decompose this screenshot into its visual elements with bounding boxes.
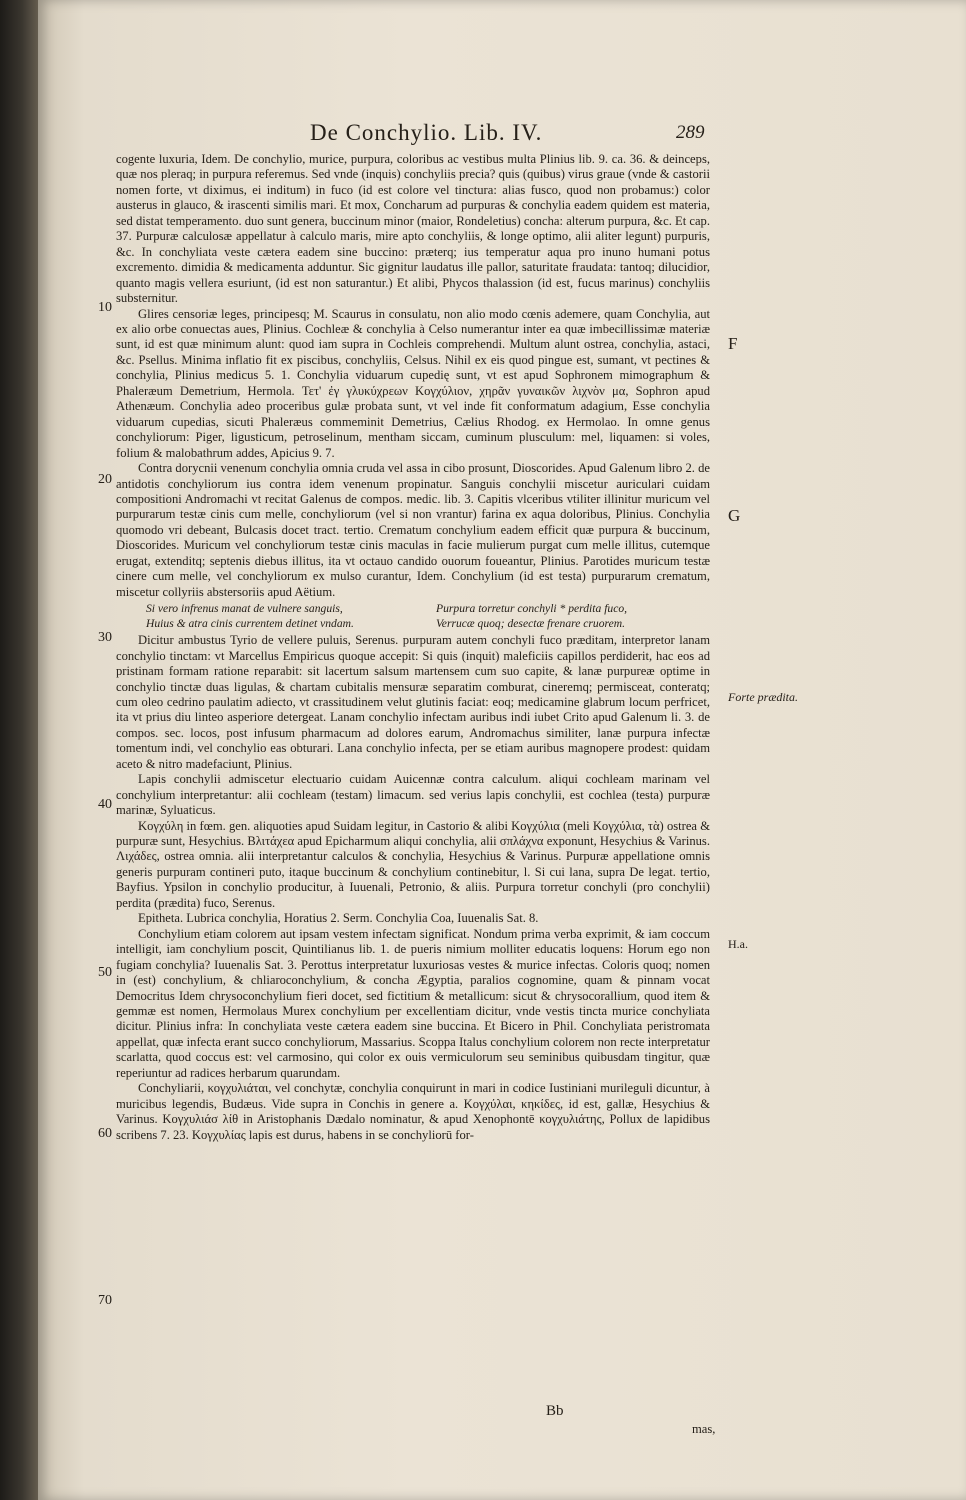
line-number: 40 (98, 797, 112, 812)
folio-number: 289 (676, 122, 705, 143)
paragraph: Κογχύλη in fœm. gen. aliquoties apud Suidam legitur, in Castorio & alibi Κογχύλια (meli Κογχύλια, τὰ) ostrea & purpuræ sunt, Hesychius. Βλιτάχεα apud Epicharmum aliqui conchylia, alii σπλάχνα exponunt, Hesychius & Varinus. Λιχάδες, ostrea omnia. alii interpretantur calculos & conchylia, Hesychius & Varinus. Purpuræ appellatione omnis generis purpuram contineri puto, itaque buccinum & conchylium continebitur, l. Si cui lana, supra De legat. tertio, Bayfius. Ypsilon in conchylio producitur, à Iuuenali, Petronio, & aliis. Purpura torretur conchyli (pro conchylii) perdita (prædita) fuco, Serenus. (116, 818, 710, 910)
book-page (38, 0, 966, 1500)
paragraph: Dicitur ambustus Tyrio de vellere puluis, Serenus. purpuram autem conchyli fuco præditam, interpretor lanam conchylio tinctam: vt Marcellus Empiricus quoque accepit: Si quis (inquit) maleficiis capillos perdiderit, hac eos ad pristinam formam ratione reparabit: sit lacertum salsum martensem cum suo capite, & lanæ purpureæ optime in conchylio tinctæ duas ligulas, & chartam cubitalis mensuræ separatim comburat, cineremq; permisceat, conteratq; cum oleo cedrino paulatim adiecto, vt crassitudinem velut glutinis faciat: eoq; medicamine glabrum locum perfricet, ita vt prius diu linteo asperiore detergeat. Lanam conchylio infectam auribus indi iubet Crito apud Galenum li. 3. de compos. sec. locos, post infusum pharmacum ad dolores earum, Andromachus similiter, lanæ purpura infectæ tomentum indi, vel conchylio eas obturari. Lana conchylio infecta, per se etiam auribus magnopere prodest: quidam aceto & nitro madefaciunt, Plinius. (116, 633, 710, 771)
line-number: 30 (98, 630, 112, 645)
verse-line: Verrucæ quoq; desectæ frenare cruorem. (436, 617, 626, 631)
line-number: 10 (98, 300, 112, 315)
margin-note: H.a. (728, 937, 748, 951)
line-number: 50 (98, 965, 112, 980)
line-number: 70 (98, 1293, 112, 1308)
line-number: 20 (98, 472, 112, 487)
signature-mark: Bb (546, 1403, 564, 1419)
verse-line: Huius & atra cinis currentem detinet vndam. (146, 617, 354, 631)
paragraph: cogente luxuria, Idem. De conchylio, murice, purpura, coloribus ac vestibus multa Plinius lib. 9. ca. 36. & deinceps, quæ nos pleraq; in purpura referemus. Sed vnde (inquis) conchyliis precia? quis (quibus) virus graue (vnde & castorii nomen forte, vt diximus, ei inditum) in fuco (id est colore vel tinctura: alias fusco, quod non probamus:) color austerus in glauco, & irascenti similis mari. Et mox, Concharum ad purpuras & conchylia eadem quidem est materia, sed distat temperamento. duo sunt genera, buccinum minor (maior, Rondeletius) concha: alterum purpura, &c. Et cap. 37. Purpuræ calculosæ appellatur à calculo maris, mire apto conchyliis, & longe optimo, alii aliter legunt) purpuris, &c. In conchyliata veste cætera eadem sine buccino: præterq; ius temperatur aqua pro inuno humani potus excremento. dimidia & medicamenta adduntur. Sic gignitur laudatus ille pallor, saturitate fraudata: tantoq; dilucidior, quanto magis vellera esuriunt, (id est non saturantur.) Et alibi, Phycos thalassion (id est, fucus marinus) conchyliis substernitur. (116, 152, 710, 306)
margin-section-letter: G (728, 506, 741, 525)
paragraph: Glires censoriæ leges, principesq; M. Scaurus in consulatu, non alio modo cœnis ademere, quam Conchylia, aut ex alio orbe conuectas aues, Plinius. Cochleæ & conchylia à Celso numerantur inter ea quæ imbecillissimæ materiæ sunt, id est quæ minimum alunt: quod iam supra in Cochleis comprehendi. Multum alunt ostrea, conchylia, astaci, &c. Psellus. Minima inflatio fit ex piscibus, conchyliis, Celsus. Nihil ex eis quod pingue est, sumant, vt pectines & conchylia, Plinius medicus 5. 1. Conchylia viduarum cupedię sunt, vt est apud Sophronem mimographum & Phaleræum Demetrium, Hermola. Τετ' ἐγ γλυκύχρεων Κογχύλιον, χηρᾶν γυναικῶν λιχνὸν μα, Sophron apud Athenæum. Conchylia adeo proceribus gulæ probata sunt, vt vel inde fit conformatum adagium, Esse conchylia viduarum cupedias, sicuti Phaleræus commeminit Demetrius, Cælius Rhodog. ex Hermolao. In omne genus conchyliorum: Piger, ligusticum, petroselinum, mentham siccam, cuminum plusculum: mel, liquamen: si voles, folium & malobathrum addes, Apicius 9. 7. (116, 306, 710, 460)
paragraph: Lapis conchylii admiscetur electuario cuidam Auicennæ contra calculum. aliqui cochleam marinam vel conchylium interpretantur: alii cochleam (testam) limacum. sed verius lapis conchylii, est cochlea (testa) purpuræ marinæ, Syluaticus. (116, 772, 710, 818)
main-text-column (116, 152, 710, 1143)
paragraph: Epitheta. Lubrica conchylia, Horatius 2. Serm. Conchylia Coa, Iuuenalis Sat. 8. (138, 911, 539, 926)
verse-line: Si vero infrenus manat de vulnere sanguis, (146, 602, 343, 616)
page-header (38, 120, 966, 148)
verse-line: Purpura torretur conchyli * perdita fuco, (436, 602, 628, 616)
margin-section-letter: F (728, 334, 738, 353)
book-binding (0, 0, 40, 1500)
verse-quotation (116, 601, 710, 631)
catchword: mas, (692, 1422, 716, 1436)
paragraph: Conchylium etiam colorem aut ipsam vestem infectam significat. Nondum prima verba exprimit, & iam coccum intelligit, iam conchylium poscit, Quintilianus lib. 1. de pueris nimium molliter educatis loquens: Horum ego non fugiam conchylia? Iuuenalis Sat. 3. Perottus interpretatur luxuriosas vestes & murice infectas. Coloris quoq; nomen in (est) conchylium, & chliaroconchylium, & concha Ægyptia, paralios cognomine, quam & pinnam vocat Democritus Idem chrysoconchylium fieri docet, sed fictitium & metallicum: sicut & chrysocorallium, quod item & gemmæ est nomen, Hermolaus Murex conchylium per excellentiam dicitur, vnde vestis tincta murice conchyliata dicitur. Plinius infra: In conchyliata veste cætera eadem sine buccina. Et Bicero in Phil. Conchyliata peristromata appellat, quæ infecta erant succo conchyliorum, Massarius. Scoppa Italus conchylium colorem non recte interpretatur scarlatta, quod coccus est: vel carmosino, qui color ex ouis vermiculorum seu seminibus quibusdam tingitur, quæ reperiuntur ad radices herbarum quarundam. (116, 926, 710, 1080)
paragraph: Conchyliarii, κογχυλιάται, vel conchytæ, conchylia conquirunt in mari in codice Iustiniani murileguli dicuntur, à muricibus legendis, Budæus. Vide supra in Conchis in genere a. Κογχύλαι, κηκίδες, id est, gallæ, Hesychius & Varinus. Κογχυλιάσ λίθ in Aristophanis Dædalo nominatur, & apud Xenophontē κογχυλιάτης, Pollux de lapidibus scribens 7. 23. Κογχυλίας lapis est durus, habens in se conchyliorū for- (116, 1081, 710, 1142)
paragraph: Contra dorycnii venenum conchylia omnia cruda vel assa in cibo prosunt, Dioscorides. Apud Galenum libro 2. de antidotis conchyliorum ius contra idem venenum propinatur. Sanguis conchylii miscetur auriculari cuidam compositioni Andromachi vt recitat Galenus de compos. medic. lib. 3. Capitis vlceribus vtiliter illinitur muricum vel purpurarum testæ cinis cum melle, conchyliorum (vel si non vrantur) farina ex aqua doloribus, Plinius. Conchylia quomodo vri debeant, Bulcasis docet tract. tertio. Crematum conchylium eadem efficit quæ purpura & buccinum, Dioscorides. Muricum vel conchyliorum testæ cinis maculas in facie mulierum purgat cum melle illitus, cutemque erugat, extenditq; septenis diebus illitus, ita vt octauo candido ouorum foueantur, Plinius. Parotides muricum testæ cinere cum melle, vel conchyliorum ex mulso curantur, Idem. Conchylium (id est testa) purpurarum crematum, miscetur collyriis abstersoriis apud Aëtium. (116, 461, 710, 599)
running-title: De Conchylio. Lib. IV. (310, 120, 543, 145)
margin-note: Forte prædita. (728, 690, 799, 704)
line-number: 60 (98, 1126, 112, 1141)
